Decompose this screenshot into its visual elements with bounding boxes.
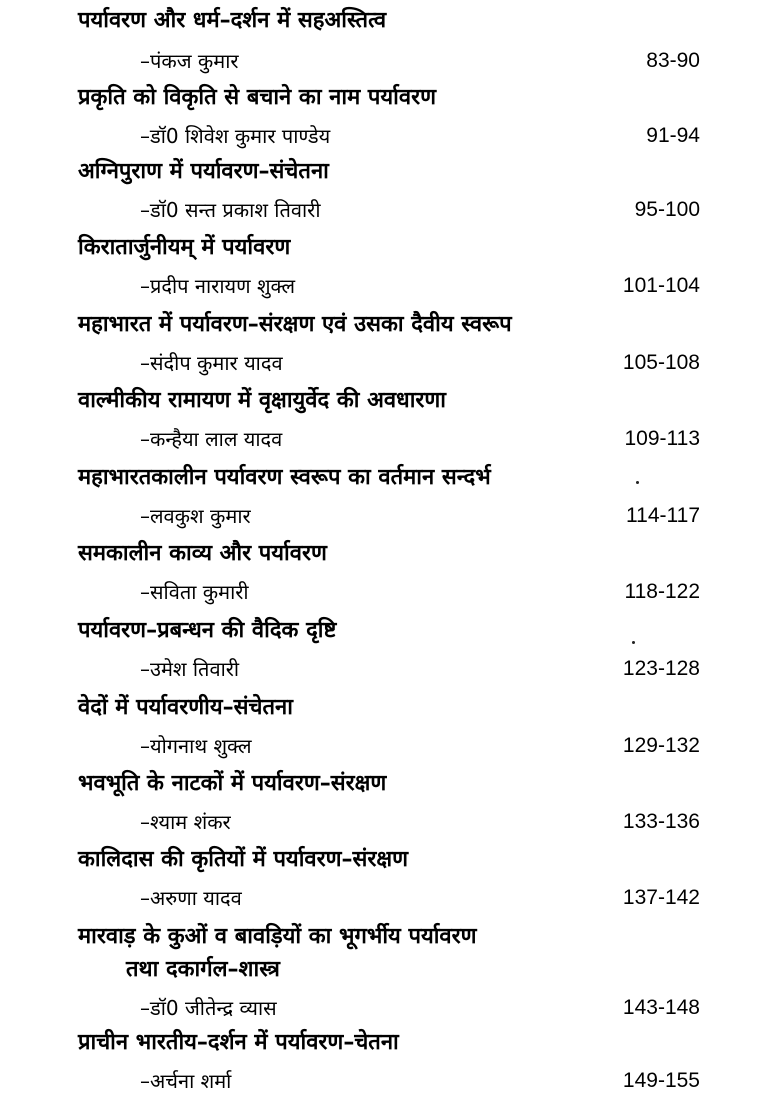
article-title: पर्यावरण और धर्म–दर्शन में सहअस्तित्व [78, 8, 387, 33]
page-range: 133-136 [622, 810, 700, 833]
author-row [0, 879, 780, 917]
article-title: भवभूति के नाटकों में पर्यावरण–संरक्षण [78, 771, 387, 796]
author-row [0, 497, 780, 535]
page-range: 149-155 [622, 1069, 700, 1092]
author-row [0, 727, 780, 765]
page-range: 114-117 [626, 504, 700, 527]
article-title: प्राचीन भारतीय–दर्शन में पर्यावरण–चेतना [78, 1030, 399, 1055]
author-name: –अर्चना शर्मा [140, 1069, 232, 1093]
article-title: किरातार्जुनीयम् में पर्यावरण [78, 235, 291, 260]
article-title: कालिदास की कृतियों में पर्यावरण–संरक्षण [78, 847, 409, 872]
author-row [0, 420, 780, 458]
article-title: महाभारतकालीन पर्यावरण स्वरूप का वर्तमान सन्दर्भ [78, 465, 491, 490]
article-title: समकालीन काव्य और पर्यावरण [78, 541, 327, 566]
author-name: –लवकुश कुमार [140, 504, 251, 528]
page-range: 105-108 [622, 351, 700, 374]
author-name: –डॉ0 शिवेश कुमार पाण्डेय [140, 124, 331, 148]
author-name: –योगनाथ शुक्ल [140, 734, 252, 758]
author-name: –प्रदीप नारायण शुक्ल [140, 274, 296, 298]
article-title-continuation: तथा दकार्गल–शास्त्र [126, 957, 280, 982]
author-name: –पंकज कुमार [140, 49, 239, 73]
page-range: 109-113 [624, 427, 700, 450]
page-range: 143-148 [622, 996, 700, 1019]
author-name: –डॉ0 जीतेन्द्र व्यास [140, 996, 277, 1020]
author-row [0, 42, 780, 80]
author-row [0, 1062, 780, 1100]
page-range: 118-122 [624, 580, 700, 603]
article-title: अग्निपुराण में पर्यावरण–संचेतना [78, 159, 329, 184]
author-row [0, 650, 780, 688]
author-name: –कन्हैया लाल यादव [140, 427, 283, 451]
page-range: 101-104 [622, 274, 700, 297]
author-name: –अरुणा यादव [140, 886, 242, 910]
article-title: प्रकृति को विकृति से बचाने का नाम पर्यावरण [78, 85, 436, 110]
author-row [0, 267, 780, 305]
article-title: वाल्मीकीय रामायण में वृक्षायुर्वेद की अवधारणा [78, 388, 446, 413]
author-row [0, 344, 780, 382]
author-row [0, 117, 780, 155]
author-row [0, 191, 780, 229]
page-range: 129-132 [622, 734, 700, 757]
article-title: मारवाड़ के कुओं व बावड़ियों का भूगर्भीय पर्यावरण [78, 924, 477, 949]
author-name: –श्याम शंकर [140, 810, 231, 834]
page-range: 83-90 [646, 49, 700, 72]
author-row [0, 573, 780, 611]
author-name: –उमेश तिवारी [140, 657, 240, 681]
page-range: 95-100 [634, 198, 700, 221]
author-name: –डॉ0 सन्त प्रकाश तिवारी [140, 198, 321, 222]
print-speck [632, 641, 635, 644]
print-speck [636, 481, 639, 484]
author-name: –सविता कुमारी [140, 580, 249, 604]
article-title: पर्यावरण–प्रबन्धन की वैदिक दृष्टि [78, 618, 337, 643]
article-title: महाभारत में पर्यावरण–संरक्षण एवं उसका दैवीय स्वरूप [78, 312, 512, 337]
page-range: 137-142 [622, 886, 700, 909]
page-range: 123-128 [622, 657, 700, 680]
author-name: –संदीप कुमार यादव [140, 351, 283, 375]
article-title: वेदों में पर्यावरणीय–संचेतना [78, 695, 293, 720]
author-row [0, 989, 780, 1027]
author-row [0, 803, 780, 841]
page-range: 91-94 [646, 124, 700, 147]
